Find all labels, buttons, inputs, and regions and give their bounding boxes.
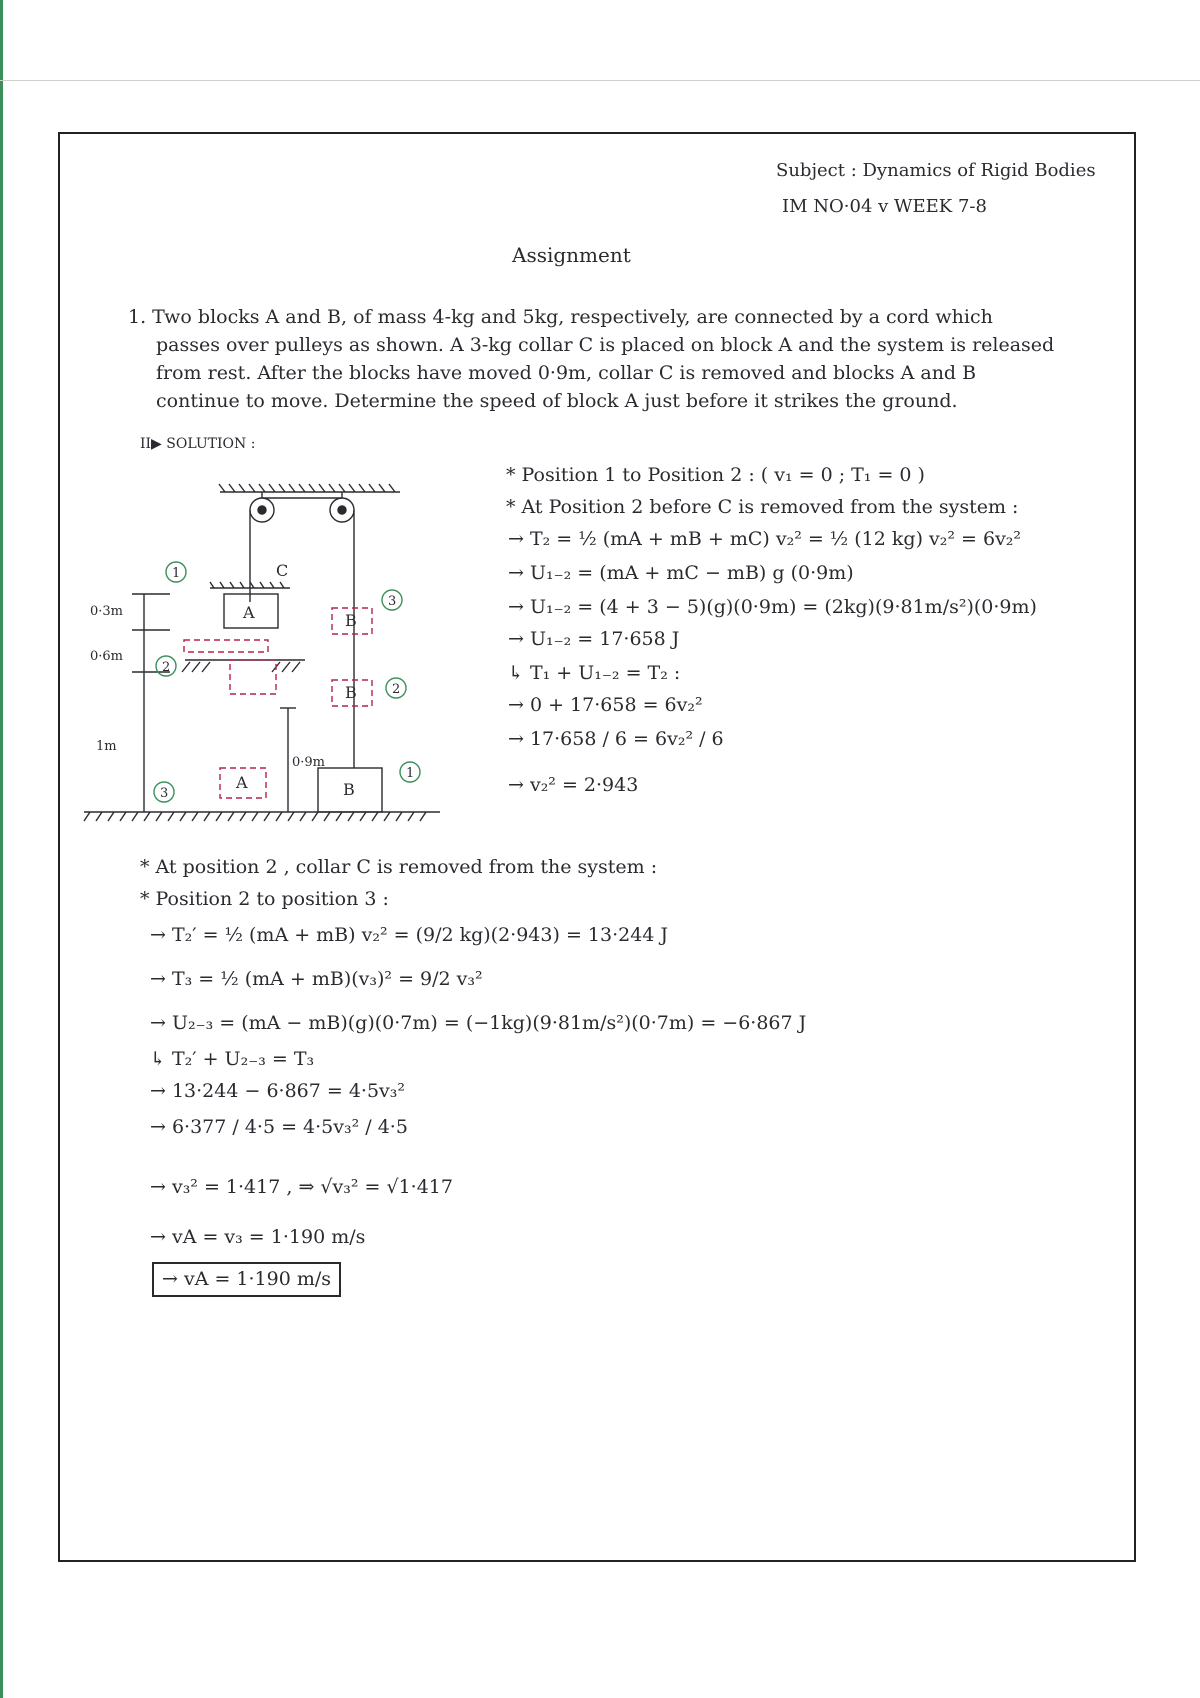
label-a-top: A bbox=[243, 603, 255, 622]
label-c: C bbox=[276, 561, 289, 580]
svg-text:2: 2 bbox=[392, 682, 401, 697]
step-line: * At Position 2 before C is removed from the system : bbox=[506, 496, 1019, 518]
step-line: → U₁₋₂ = (mA + mC − mB) g (0·9m) bbox=[508, 562, 854, 584]
step-line: ↳ T₁ + U₁₋₂ = T₂ : bbox=[508, 662, 681, 684]
dim-0-9m: 0·9m bbox=[292, 755, 326, 770]
step-line: → T₃ = ½ (mA + mB)(v₃)² = 9/2 v₃² bbox=[150, 968, 483, 990]
subject-line: Subject : Dynamics of Rigid Bodies bbox=[776, 160, 1096, 181]
page-title: Assignment bbox=[512, 243, 631, 267]
svg-text:3: 3 bbox=[160, 786, 169, 801]
svg-text:1: 1 bbox=[406, 766, 415, 781]
label-b-bottom: B bbox=[343, 780, 355, 799]
step-line: * Position 2 to position 3 : bbox=[140, 888, 389, 910]
dim-0-3m: 0·3m bbox=[90, 604, 124, 619]
dim-0-6m: 0·6m bbox=[90, 649, 124, 664]
solution-label: II▶ SOLUTION : bbox=[140, 436, 256, 452]
step-line: → v₃² = 1·417 , ⇒ √v₃² = √1·417 bbox=[150, 1176, 453, 1198]
step-line: → U₁₋₂ = (4 + 3 − 5)(g)(0·9m) = (2kg)(9·81m/s²)(0·9m) bbox=[508, 596, 1037, 618]
label-b-top: B bbox=[345, 611, 357, 630]
step-line: → T₂ = ½ (mA + mB + mC) v₂² = ½ (12 kg) v₂² = 6v₂² bbox=[508, 528, 1022, 550]
dim-1m: 1m bbox=[96, 739, 117, 754]
page-edge-mark bbox=[0, 0, 3, 1698]
step-line: * At position 2 , collar C is removed from the system : bbox=[140, 856, 658, 878]
svg-text:2: 2 bbox=[162, 660, 171, 675]
step-line: ↳ T₂′ + U₂₋₃ = T₃ bbox=[150, 1048, 315, 1070]
problem-line: from rest. After the blocks have moved 0·9m, collar C is removed and blocks A and B bbox=[156, 362, 977, 384]
step-line: * Position 1 to Position 2 : ( v₁ = 0 ; T₁ = 0 ) bbox=[506, 464, 925, 486]
label-b-mid: B bbox=[345, 683, 357, 702]
ceiling-hatch bbox=[219, 484, 395, 492]
final-answer-box: → vA = 1·190 m/s bbox=[152, 1262, 341, 1297]
step-line: → 17·658 / 6 = 6v₂² / 6 bbox=[508, 728, 724, 750]
step-line: → 6·377 / 4·5 = 4·5v₃² / 4·5 bbox=[150, 1116, 408, 1138]
step-line: → 0 + 17·658 = 6v₂² bbox=[508, 694, 703, 716]
step-result: → v₂² = 2·943 bbox=[508, 774, 639, 796]
step-line: → U₂₋₃ = (mA − mB)(g)(0·7m) = (−1kg)(9·81m/s²)(0·7m) = −6·867 J bbox=[150, 1012, 807, 1034]
step-line: → vA = v₃ = 1·190 m/s bbox=[150, 1226, 366, 1248]
page-top-line bbox=[0, 80, 1200, 81]
step-result: → U₁₋₂ = 17·658 J bbox=[508, 628, 680, 650]
step-line: → T₂′ = ½ (mA + mB) v₂² = (9/2 kg)(2·943) = 13·244 J bbox=[150, 924, 669, 946]
problem-line: 1. Two blocks A and B, of mass 4-kg and 5kg, respectively, are connected by a cord which bbox=[128, 306, 993, 328]
problem-line: passes over pulleys as shown. A 3-kg collar C is placed on block A and the system is released bbox=[156, 334, 1055, 356]
step-line: → 13·244 − 6·867 = 4·5v₃² bbox=[150, 1080, 406, 1102]
pulley-diagram bbox=[80, 470, 460, 830]
problem-line: continue to move. Determine the speed of block A just before it strikes the ground. bbox=[156, 390, 958, 412]
module-line: IM NO·04 v WEEK 7-8 bbox=[782, 196, 987, 217]
block-a-mid bbox=[230, 660, 276, 694]
label-a-bottom: A bbox=[236, 773, 248, 792]
svg-text:3: 3 bbox=[388, 594, 397, 609]
svg-text:1: 1 bbox=[172, 566, 181, 581]
